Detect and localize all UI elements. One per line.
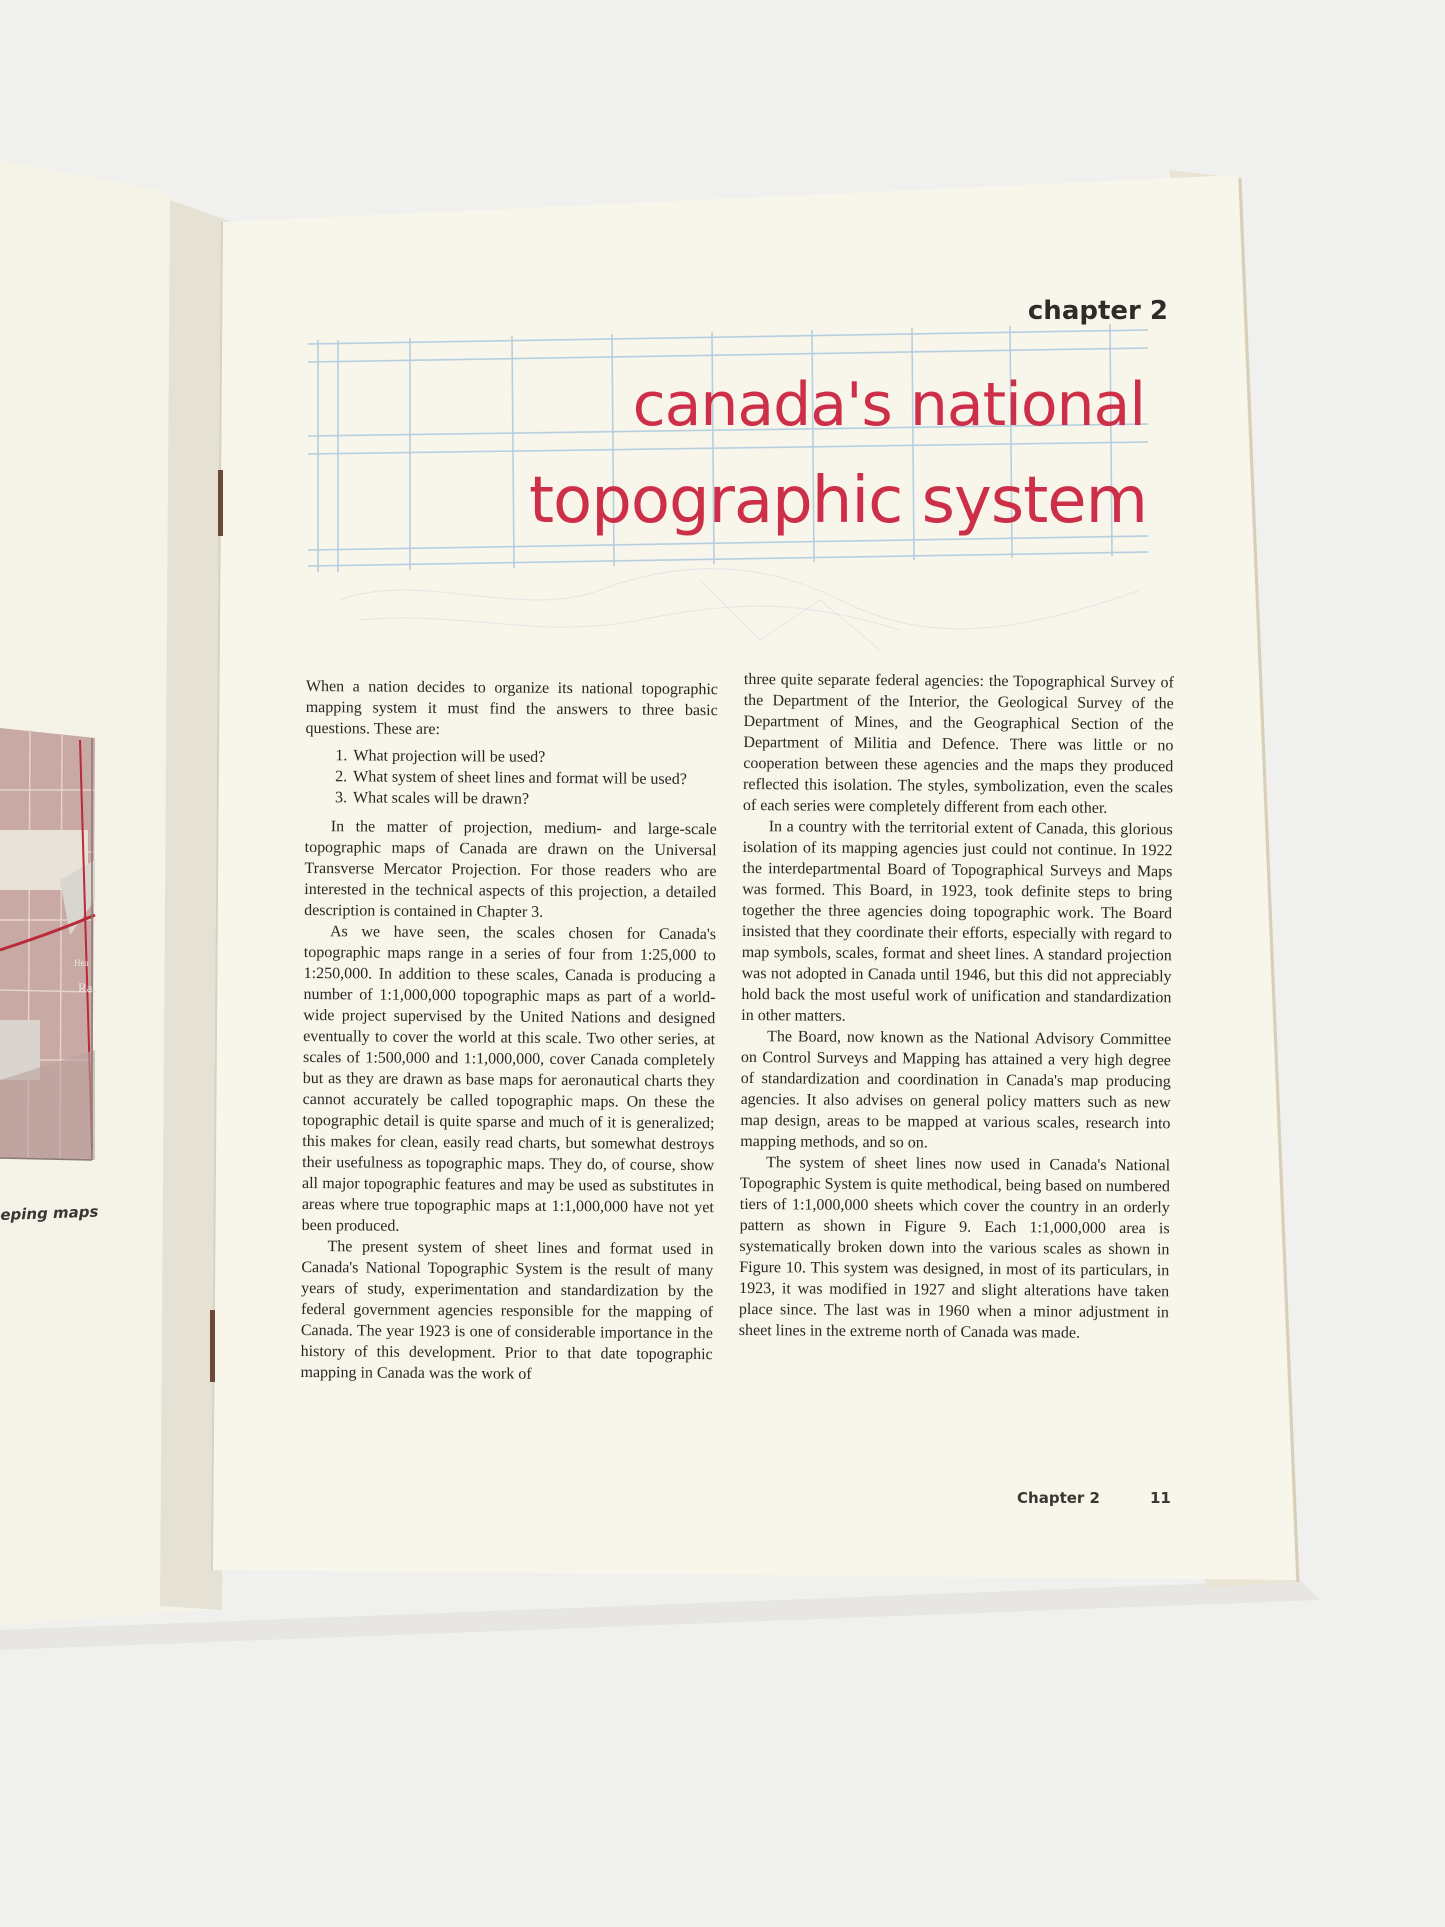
question-item: 1. What projection will be used? xyxy=(351,745,717,769)
board-paragraph: In a country with the territorial extent of Canada, this glorious isolation of its mapping agencies just could not continue. In 1922 the interdepartmental Board of Topographical Surveys and Maps was formed. This Board, in 1923, took definite steps to bring together the three agencies doing topographic work. The Board insisted that they coordinate their efforts, especially with regard to map symbols, scales, format and sheet lines. A standard projection was not adopted in Canada until 1946, but this did not appreciably hold back the most useful work of unification and standardization in other matters. xyxy=(741,818,1173,1025)
left-text-column xyxy=(300,676,718,1386)
chapter-title-line1: canada's national xyxy=(632,370,1145,440)
scales-paragraph: As we have seen, the scales chosen for Canada's topographic maps range in a series of four from 1:25,000 to 1:250,000. In addition to these scales, Canada is producing a number of 1:1,000,000 topographic maps as part of a world-wide project supervised by the United Nations and designed eventually to cover the world at this scale. Two other series, at scales of 1:500,000 and 1:1,000,000, cover Canada completely but as they are drawn as base maps for aeronautical charts they cannot accurately be called topographic maps. On these the topographic detail is quite sparse and much of it is generalized; this makes for clean, easily read charts, but somewhat destroys their usefulness as topographic maps. They do, of course, show all major topographic features and may be used as substitutes in areas where true topographic maps at 1:1,000,000 have not yet been produced. xyxy=(301,923,717,1235)
chapter-label: chapter 2 xyxy=(1027,296,1168,326)
page-number: 11 xyxy=(1150,1489,1171,1507)
projection-paragraph: In the matter of projection, medium- and large-scale topographic maps of Canada are drawn on the Universal Transverse Mercator Projection. For those readers who are interested in the technical aspects of this projection, a detailed description is contained in Chapter 3. xyxy=(304,818,717,921)
question-item: 3. What scales will be drawn? xyxy=(351,787,717,811)
questions-list xyxy=(305,745,717,811)
question-item: 2. What system of sheet lines and format will be used? xyxy=(351,766,717,790)
intro-paragraph: When a nation decides to organize its national topographic mapping system it must find the answers to three basic questions. These are: xyxy=(305,677,718,739)
history-paragraph: The present system of sheet lines and format used in Canada's National Topographic System is the result of many years of study, experimentation and standardization by the federal government agencies responsible for the mapping of Canada. The year 1923 is one of considerable importance in the history of this development. Prior to that date topographic mapping in Canada was the work of xyxy=(300,1238,714,1383)
right-text-column xyxy=(739,669,1174,1344)
committee-paragraph: The Board, now known as the National Advisory Committee on Control Surveys and Mapping has attained a very high degree of standardization and coordination in Canada's map producing agencies. It also advises on general policy matters such as new map design, areas to be mapped at various scales, research into mapping methods, and so on. xyxy=(740,1028,1172,1152)
map-label-hea: Hea xyxy=(74,958,89,968)
footer-chapter-label: Chapter 2 xyxy=(1017,1489,1100,1507)
map-label-wilson: Wilson xyxy=(36,838,74,853)
staple-top xyxy=(218,470,223,536)
left-page-map xyxy=(0,728,95,1160)
sheet-lines-paragraph: The system of sheet lines now used in Canada's National Topographic System is quite methodical, being based on numbered tiers of 1:1,000,000 sheets which cover the country in an orderly pattern as shown in Figure 9. Each 1:1,000,000 area is systematically broken down into the various scales as shown in Figure 10. This system was designed, in most of its particulars, in 1923, it was modified in 1927 and slight alterations have taken place since. The last was in 1960 when a minor adjustment in sheet lines in the extreme north of Canada was made. xyxy=(738,1154,1171,1342)
staple-bottom xyxy=(210,1310,215,1382)
map-label-heights: Heights xyxy=(34,854,75,869)
chapter-title-line2: topographic system xyxy=(528,464,1147,538)
left-page-caption: eping maps xyxy=(0,1202,99,1224)
map-label-ra: Ra xyxy=(78,980,93,995)
agencies-paragraph: three quite separate federal agencies: the Topographical Survey of the Department of the Interior, the Geological Survey of the Department of Mines, and the Geographical Section of the Department of Militia and Defence. There was little or no cooperation between these agencies and the maps they produced reflected this isolation. The styles, symbolization, even the scales of each series were completely different from each other. xyxy=(742,670,1174,817)
